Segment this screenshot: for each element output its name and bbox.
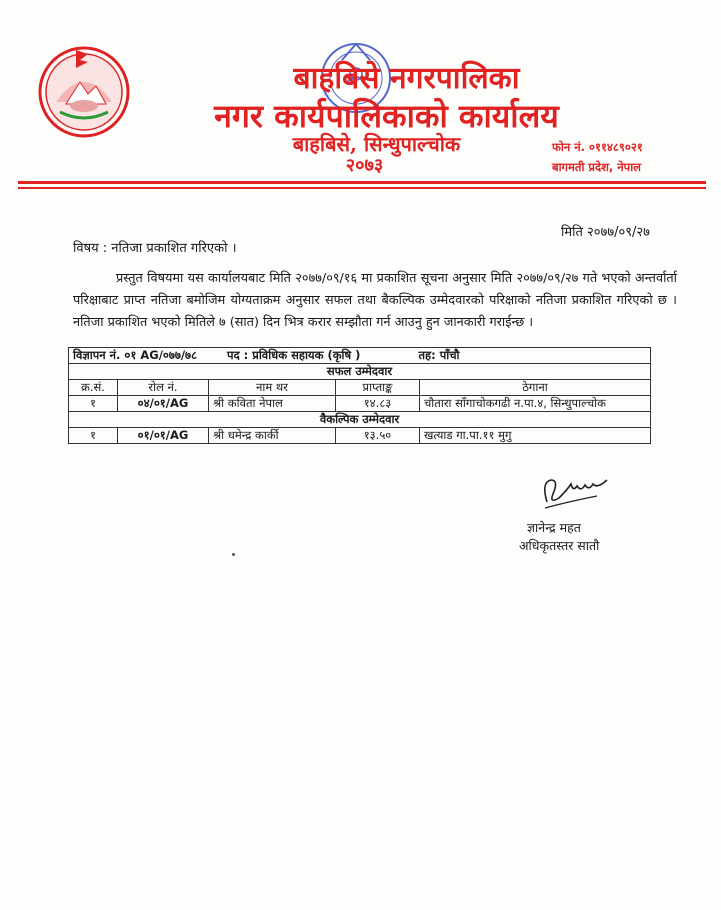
column-header-marks: प्राप्ताङ्क <box>336 380 420 396</box>
signatory-name: ज्ञानेन्द्र महत <box>527 520 581 535</box>
province-address: बागमती प्रदेश, नेपाल <box>552 160 641 174</box>
section-heading-success: सफल उम्मेदवार <box>69 364 651 380</box>
table-row <box>69 428 651 444</box>
cell-sn: १ <box>69 428 118 444</box>
table-row <box>69 396 651 412</box>
office-name: नगर कार्यपालिकाको कार्यालय <box>214 97 559 135</box>
letter-body: प्रस्तुत विषयमा यस कार्यालयबाट मिति २०७७/०९/१६ मा प्रकाशित सूचना अनुसार मिति २०७७/०९/२७ गते भएको अन्तर्वार्ता परिक्षाबाट प्राप्त नतिजा बमोजिम योग्यताक्रम अनुसार सफल तथा बैकल्पिक उम्मेदवारको परिक्षाको नतिजा प्रकाशित गरिएको छ । नतिजा प्रकाशित भएको मितिले ७ (सात) दिन भित्र करार सम्झौता गर्न आउनु हुन जानकारी गराईन्छ । <box>73 271 677 330</box>
cell-marks: १३.५० <box>336 428 420 444</box>
column-header-sn: क्र.सं. <box>69 380 118 396</box>
signature-mark <box>537 472 612 512</box>
table-header-row <box>69 380 651 396</box>
cell-name: श्री कविता नेपाल <box>209 396 336 412</box>
cell-sn: १ <box>69 396 118 412</box>
cell-name: श्री धमेन्द्र कार्की <box>209 428 336 444</box>
phone-number: फोन नं. ०११४८९०२१ <box>552 140 643 154</box>
cell-address: चौतारा साँगाचोकगढी न.पा.४, सिन्धुपाल्चोक <box>420 396 651 412</box>
header-divider-thin <box>18 187 706 189</box>
municipality-name: बाहबिसे नगरपालिका <box>293 61 520 96</box>
column-header-name: नाम थर <box>209 380 336 396</box>
table-info-row <box>69 348 651 364</box>
letter-date: मिति २०७७/०९/२७ <box>561 225 650 240</box>
result-table <box>68 347 651 444</box>
office-location: बाहबिसे, सिन्धुपाल्चोक <box>292 132 461 156</box>
section-heading-alternate: वैकल्पिक उम्मेदवार <box>69 412 651 428</box>
signatory-post: अधिकृतस्तर सातौ <box>519 538 600 553</box>
speck <box>232 553 235 556</box>
post-title: पद : प्रविधिक सहायक (कृषि ) <box>227 348 361 362</box>
cell-roll: ०४/०१/AG <box>118 396 209 412</box>
post-level: तह: पाँचौ <box>418 348 460 362</box>
established-year: २०७३ <box>345 155 384 176</box>
cell-address: खत्याड गा.पा.११ मुगु <box>420 428 651 444</box>
letter-subject: विषय : नतिजा प्रकाशित गरिएको । <box>73 241 237 256</box>
column-header-address: ठेगाना <box>420 380 651 396</box>
header-divider <box>18 181 706 184</box>
cell-roll: ०१/०१/AG <box>118 428 209 444</box>
advertisement-number: विज्ञापन नं. ०१ AG/०७७/७८ <box>73 348 197 362</box>
column-header-roll: रोल नं. <box>118 380 209 396</box>
cell-marks: १४.८३ <box>336 396 420 412</box>
